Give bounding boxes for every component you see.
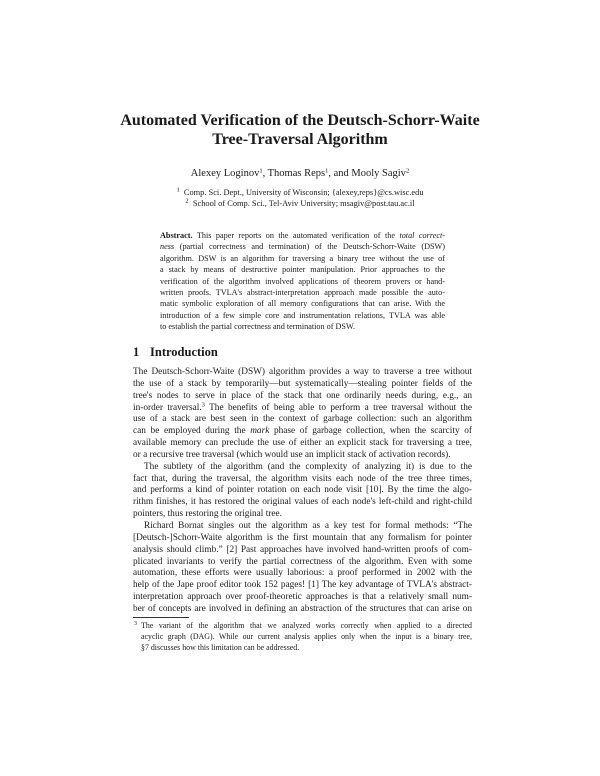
- body-line: plicated invariants to verify the partial correctness of the algorithm. Even with some: [133, 556, 472, 567]
- affiliation-1: [100, 187, 500, 198]
- affil-mark: 1: [325, 167, 329, 175]
- body-line: interpretation approach over proof-theoretic approaches is that a relatively small num-: [133, 592, 472, 603]
- abstract-line: a stack by means of destructive pointer manipulation. Prior approaches to the: [160, 265, 445, 275]
- body-line: The Deutsch-Schorr-Waite (DSW) algorithm provides a way to traverse a tree without: [133, 367, 472, 377]
- affil-mark: 2: [405, 167, 410, 175]
- abstract-line: algorithm. DSW is an algorithm for traversing a binary tree without the use of: [160, 253, 445, 263]
- body-line: rithm finishes, it has restored the original values of each node's left-child and right-child: [133, 497, 472, 508]
- body-line: pointers, thus restoring the original tree.: [133, 509, 282, 520]
- body-line: available memory can preclude the use of either an explicit stack for traversing a tree,: [133, 438, 472, 449]
- title-line-1: Automated Verification of the Deutsch-Schorr-Waite: [120, 112, 480, 129]
- affiliation-text: Comp. Sci. Dept., University of Wisconsin; {alexey,reps}@cs.wisc.edu: [183, 188, 424, 197]
- affil-mark: 2: [185, 197, 189, 205]
- section-number: 1: [133, 345, 140, 359]
- abstract-text: (partial correctness and termination) of the Deutsch-Schorr-Waite (DSW): [174, 242, 445, 252]
- body-line: use of a stack are best seen in the context of garbage collection: such an algorithm: [133, 414, 472, 425]
- body-text-run: in-order traversal.: [133, 402, 202, 413]
- body-line: or a recursive tree traversal (which would use an implicit stack of activation records).: [133, 449, 451, 460]
- abstract-line: [160, 230, 445, 241]
- body-line: ber of concepts are involved in defining an abstraction of the structures that can arise on: [133, 603, 472, 614]
- affiliation-2: [100, 198, 500, 209]
- affiliations: [100, 187, 500, 209]
- affiliation-text: School of Comp. Sci., Tel-Aviv University; msagiv@post.tau.ac.il: [192, 199, 415, 208]
- abstract-line: to establish the partial correctness and termination of DSW.: [160, 322, 356, 332]
- author-list: [100, 168, 500, 179]
- section-heading-introduction: [133, 345, 473, 360]
- footnote-ref: 3: [201, 401, 205, 409]
- body-line: tree's nodes to serve in place of the stack that one ordinarily needs during, e.g., an: [133, 390, 472, 401]
- affil-mark: 1: [176, 186, 180, 194]
- body-line: fact that, during the traversal, the algorithm visits each node of the tree three times,: [133, 473, 472, 484]
- footnote-line: The variant of the algorithm that we analyzed works correctly when applied to a directed: [141, 621, 472, 630]
- abstract: [160, 230, 445, 333]
- body-line: help of the Jape proof editor took 152 pages! [1] The key advantage of TVLA's abstract-: [133, 580, 472, 591]
- footnote-rule: [133, 617, 189, 618]
- section-title: Introduction: [150, 345, 218, 359]
- abstract-text: This paper reports on the automated verification of the: [196, 231, 400, 240]
- body-emphasis: mark: [250, 426, 270, 437]
- body-line: automation, these efforts were usually laborious: a proof performed in 2002 with the: [133, 568, 472, 579]
- abstract-line: introduction of a few simple core and instrumentation relations, TVLA was able: [160, 310, 445, 320]
- abstract-line: written proofs. TVLA's abstract-interpretation approach made possible the auto-: [160, 288, 445, 298]
- body-text-run: The benefits of being able to perform a tree traversal without the: [204, 402, 472, 413]
- footnote-mark: 3: [134, 621, 137, 627]
- body-text-run: phase of garbage collection, when the scarcity of: [269, 426, 472, 437]
- body-text-run: can be employed during the: [133, 426, 251, 437]
- author-sagiv: , and Mooly Sagiv: [328, 168, 406, 179]
- body-line: analysis should climb.” [2] Past approaches have involved hand-written proofs of com-: [133, 544, 472, 555]
- abstract-emphasis: total correct-: [399, 231, 445, 240]
- abstract-line: matic symbolic exploration of all memory configurations that can arise. With the: [160, 299, 445, 309]
- paper-title: [100, 111, 500, 149]
- abstract-emphasis: ness: [160, 242, 175, 252]
- abstract-line: verification of the algorithm involved applications of theorem provers or hand-: [160, 276, 445, 286]
- body-line: [133, 426, 472, 438]
- abstract-label: Abstract.: [160, 231, 193, 240]
- footnote: [134, 620, 472, 653]
- body-text: [133, 367, 472, 616]
- footnote-line: §7 discusses how this limitation can be addressed.: [141, 643, 300, 652]
- body-line: Richard Bornat singles out the algorithm as a key test for formal methods: “The: [144, 520, 472, 531]
- body-line: and performs a kind of pointer rotation on each node visit [10]. By the time the algo-: [133, 485, 472, 496]
- title-line-2: Tree-Traversal Algorithm: [212, 131, 388, 148]
- body-line: [Deutsch-]Schorr-Waite algorithm is the first mountain that any formalism for pointer: [133, 532, 472, 543]
- author-loginov: Alexey Loginov: [190, 168, 260, 179]
- body-line: [133, 403, 472, 415]
- abstract-line: [160, 241, 445, 252]
- body-line: The subtlety of the algorithm (and the complexity of analyzing it) is due to the: [144, 461, 472, 472]
- body-line: the use of a stack by temporarily—but systematically—stealing pointer fields of the: [133, 378, 472, 389]
- footnote-line: acyclic graph (DAG). While our current analysis applies only when the input is a binary tree,: [141, 632, 472, 641]
- affil-mark: 1: [259, 167, 263, 175]
- author-reps: , Thomas Reps: [262, 168, 326, 179]
